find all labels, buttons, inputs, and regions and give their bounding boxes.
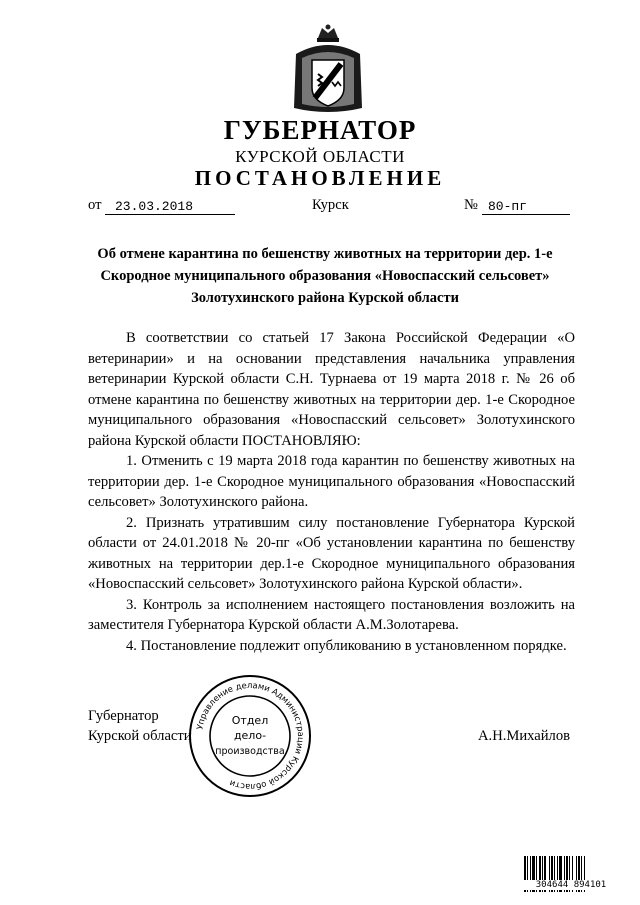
item-paragraph: 3. Контроль за исполнением настоящего постановления возложить на заместителя Губернатора Курской области А.М.Золотарева. xyxy=(88,596,575,633)
issuer-region: КУРСКОЙ ОБЛАСТИ xyxy=(235,147,405,166)
barcode-number: 304644 894101 xyxy=(522,880,620,890)
position-line: Курской области xyxy=(88,728,192,744)
document-type: ПОСТАНОВЛЕНИЕ xyxy=(194,166,446,190)
document-date: 23.03.2018 xyxy=(115,199,194,214)
signatory-position xyxy=(88,706,192,746)
coat-of-arms-icon xyxy=(288,24,368,116)
document-city: Курск xyxy=(312,197,349,213)
issuer-title: ГУБЕРНАТОР xyxy=(223,115,417,145)
date-prefix: от xyxy=(88,197,102,213)
document-body xyxy=(88,328,575,656)
stamp-center-line: дело- xyxy=(233,729,267,742)
position-line: Губернатор xyxy=(88,708,159,724)
item-paragraph: 1. Отменить с 19 марта 2018 года карантин по бешенству животных на территории дер. 1-е Скородное муниципального образования «Новоспасский сельсовет» Золотухинского района. xyxy=(88,453,575,510)
stamp-ring-text: Управление делами Администрации Курской области xyxy=(194,679,307,793)
number-underline xyxy=(482,214,570,215)
number-prefix: № xyxy=(464,197,478,213)
item-paragraph: 2. Признать утратившим силу постановление Губернатора Курской области от 24.01.2018 № 20-пг «Об установлении карантина по бешенству животных на территории дер.1-е Скородное муниципального образования «Новоспасский сельсовет» Золотухинского района Курской области». xyxy=(88,514,575,592)
date-underline xyxy=(105,214,235,215)
office-stamp xyxy=(186,672,314,800)
document-number: 80-пг xyxy=(488,199,528,214)
stamp-center-line: Отдел xyxy=(231,714,269,727)
preamble-paragraph: В соответствии со статьей 17 Закона Российской Федерации «О ветеринарии» и на основании представления начальника управления ветеринарии Курской области С.Н. Турнаева от 19 марта 2018 г. № 26 об отмене карантина по бешенству животных на территории дер. 1-е Скородное муниципального образования «Новоспасский сельсовет» Золотухинского района Курской области ПОСТАНОВЛЯЮ: xyxy=(88,330,575,449)
signatory-name: А.Н.Михайлов xyxy=(478,728,571,744)
document-subject: Об отмене карантина по бешенству животных на территории дер. 1-е Скородное муниципального образования «Новоспасский сельсовет» Золотухинского района Курской области xyxy=(97,246,553,306)
stamp-center-line: производства xyxy=(215,746,285,757)
item-paragraph: 4. Постановление подлежит опубликованию в установленном порядке. xyxy=(126,637,567,654)
